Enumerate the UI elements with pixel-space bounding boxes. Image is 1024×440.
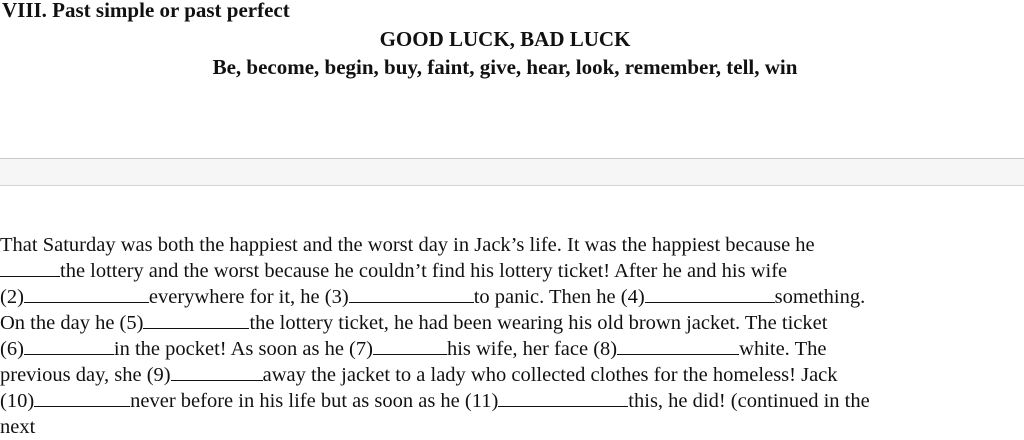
answer-blank-9[interactable] — [171, 362, 263, 381]
answer-blank-5[interactable] — [143, 310, 249, 329]
answer-blank-3[interactable] — [349, 284, 474, 303]
passage-text: never before in his life but as soon as he (11) — [130, 390, 499, 412]
passage-text: (2) — [0, 286, 24, 308]
passage-text: (10) — [0, 390, 35, 412]
answer-blank-6[interactable] — [24, 336, 114, 355]
answer-blank-11[interactable] — [498, 388, 628, 407]
story-title: GOOD LUCK, BAD LUCK — [379, 27, 631, 51]
answer-blank-7[interactable] — [373, 336, 447, 355]
passage-line — [0, 310, 827, 336]
answer-blank-10[interactable] — [34, 388, 130, 407]
answer-blank-8[interactable] — [617, 336, 739, 355]
passage-text: On the day he (5) — [0, 312, 144, 334]
passage-text: his wife, her face (8) — [446, 338, 618, 360]
passage-line — [0, 284, 865, 310]
passage-text: white. The — [739, 338, 827, 360]
answer-blank-1[interactable] — [0, 258, 60, 277]
passage-text: away the jacket to a lady who collected clothes for the homeless! Jack — [262, 364, 838, 386]
passage-text: That Saturday was both the happiest and the worst day in Jack’s life. It was the happiest because he — [0, 234, 815, 256]
passage-line — [0, 388, 870, 414]
passage-line — [0, 336, 826, 362]
passage-line — [0, 258, 787, 284]
passage-line — [0, 414, 35, 440]
section-heading: VIII. Past simple or past perfect — [2, 0, 290, 22]
passage-text: previous day, she (9) — [0, 364, 171, 386]
passage-line — [0, 362, 838, 388]
passage-text: the lottery and the worst because he couldn’t find his lottery ticket! After he and his wife — [60, 260, 788, 282]
passage-text: next — [0, 416, 36, 438]
passage-text: to panic. Then he (4) — [473, 286, 645, 308]
passage-line — [0, 232, 815, 258]
verb-list: Be, become, begin, buy, faint, give, hear, look, remember, tell, win — [212, 55, 798, 79]
passage-text: something. — [774, 286, 866, 308]
passage-text: this, he did! (continued in the — [628, 390, 870, 412]
passage-text: everywhere for it, he (3) — [148, 286, 349, 308]
divider-band — [0, 158, 1024, 186]
answer-blank-2[interactable] — [24, 284, 149, 303]
passage-text: (6) — [0, 338, 24, 360]
passage-text: the lottery ticket, he had been wearing his old brown jacket. The ticket — [249, 312, 828, 334]
passage-text: in the pocket! As soon as he (7) — [113, 338, 373, 360]
answer-blank-4[interactable] — [645, 284, 775, 303]
